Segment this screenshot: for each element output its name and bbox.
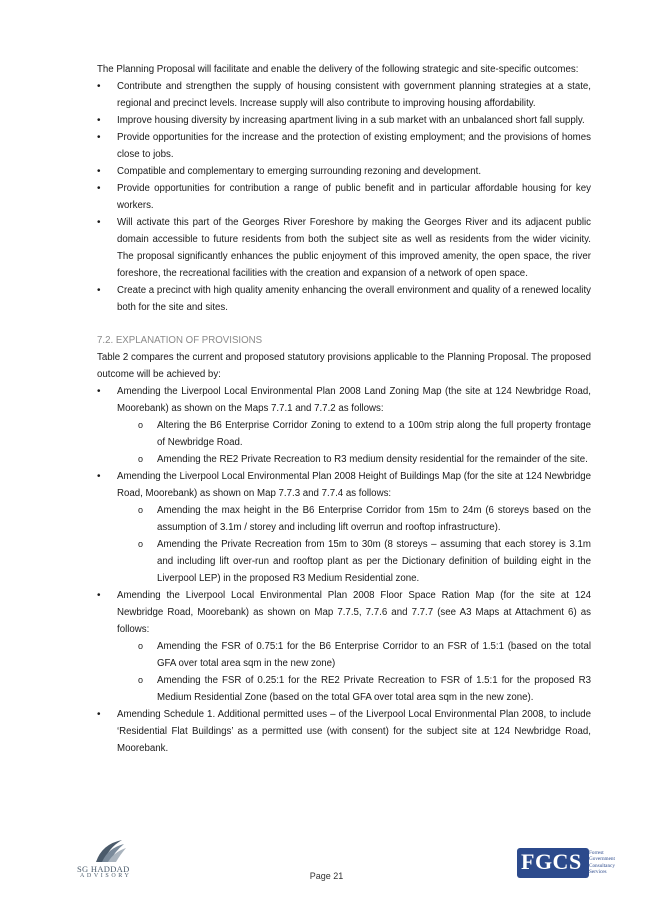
section-intro: Table 2 compares the current and proposed statutory provisions applicable to the Planning Proposal. The proposed outcome will be achieved by: [97,352,591,380]
fgcs-logo-tagline [589,850,615,876]
list-item: • Provide opportunities for the increase and the protection of existing employment; and the provisions of homes close to jobs. [97,129,591,163]
fgcs-tagline-line: Services [589,869,607,876]
fgcs-logo-letters: FGCS [521,849,582,874]
provisions-list [97,383,591,757]
outcomes-list [97,78,591,316]
list-item: • Compatible and complementary to emerging surrounding rezoning and development. [97,163,591,180]
page-number: Page 21 [309,871,344,881]
provision-subitem: o Altering the B6 Enterprise Corridor Zoning to extend to a 100m strip along the full property frontage of Newbridge Road. [97,417,591,451]
list-item: • Provide opportunities for contribution a range of public benefit and in particular affordable housing for key workers. [97,180,591,214]
fgcs-tagline-line: Consultancy [589,862,615,869]
list-item: • Create a precinct with high quality amenity enhancing the overall environment and quality of a renewed locality both for the site and sites. [97,282,591,316]
left-logo-name: SG HADDAD [77,864,130,874]
section-heading: 7.2. EXPLANATION OF PROVISIONS [97,335,263,346]
provision-subitem: o Amending the Private Recreation from 15m to 30m (8 storeys – assuming that each storey is 3.1m and including lift over-run and rooftop plant as per the Dictionary definition of building eight in the Liverpool LEP) in the proposed R3 Medium Residential zone. [97,536,591,587]
list-item: • Contribute and strengthen the supply of housing consistent with government planning strategies at a state, regional and precinct levels. Increase supply will also contribute to improving housing affordability. [97,78,591,112]
provision-item: • Amending the Liverpool Local Environmental Plan 2008 Land Zoning Map (the site at 124 Newbridge Road, Moorebank) as shown on the Maps 7.7.1 and 7.7.2 as follows: [97,383,591,417]
fgcs-tagline-line: Forrest [589,850,604,856]
provision-subitem: o Amending the FSR of 0.75:1 for the B6 Enterprise Corridor to an FSR of 1.5:1 (based on the total GFA over total area sqm in the new zone) [97,638,591,672]
list-item: • Improve housing diversity by increasing apartment living in a sub market with an unbalanced short fall supply. [97,112,591,129]
provision-item: • Amending Schedule 1. Additional permitted uses – of the Liverpool Local Environmental Plan 2008, to include ‘Residential Flat Buildings’ as a permitted use (with consent) for the subject site at 124 Newbridge Road, Moorebank. [97,706,591,757]
provision-subitem: o Amending the RE2 Private Recreation to R3 medium density residential for the remainder of the site. [97,451,591,468]
provision-item: • Amending the Liverpool Local Environmental Plan 2008 Floor Space Ration Map (for the site at 124 Newbridge Road, Moorebank) as shown on Map 7.7.5, 7.7.6 and 7.7.7 (see A3 Maps at Attachment 6) as follows: [97,587,591,638]
page-body [97,61,591,757]
provision-subitem: o Amending the FSR of 0.25:1 for the RE2 Private Recreation to FSR of 1.5:1 for the proposed R3 Medium Residential Zone (based on the total GFA over total area sqm in the new zone). [97,672,591,706]
intro-paragraph: The Planning Proposal will facilitate and enable the delivery of the following strategic and site-specific outcomes: [97,64,579,75]
provision-subitem: o Amending the max height in the B6 Enterprise Corridor from 15m to 24m (6 storeys based on the assumption of 3.1m / storey and including lift overrun and rooftop infrastructure). [97,502,591,536]
left-logo-subtitle: ADVISORY [80,873,132,879]
list-item: • Will activate this part of the Georges River Foreshore by making the Georges River and its adjacent public domain accessible to future residents from both the subject site as well as residents from the wider vicinity. The proposal significantly enhances the public enjoyment of this improved amenity, the open space, the river foreshore, the recreational facilities with the creation and expansion of a network of open space. [97,214,591,282]
provision-item: • Amending the Liverpool Local Environmental Plan 2008 Height of Buildings Map (for the site at 124 Newbridge Road, Moorebank) as shown on Map 7.7.3 and 7.7.4 as follows: [97,468,591,502]
fgcs-tagline-line: Government [589,856,615,863]
